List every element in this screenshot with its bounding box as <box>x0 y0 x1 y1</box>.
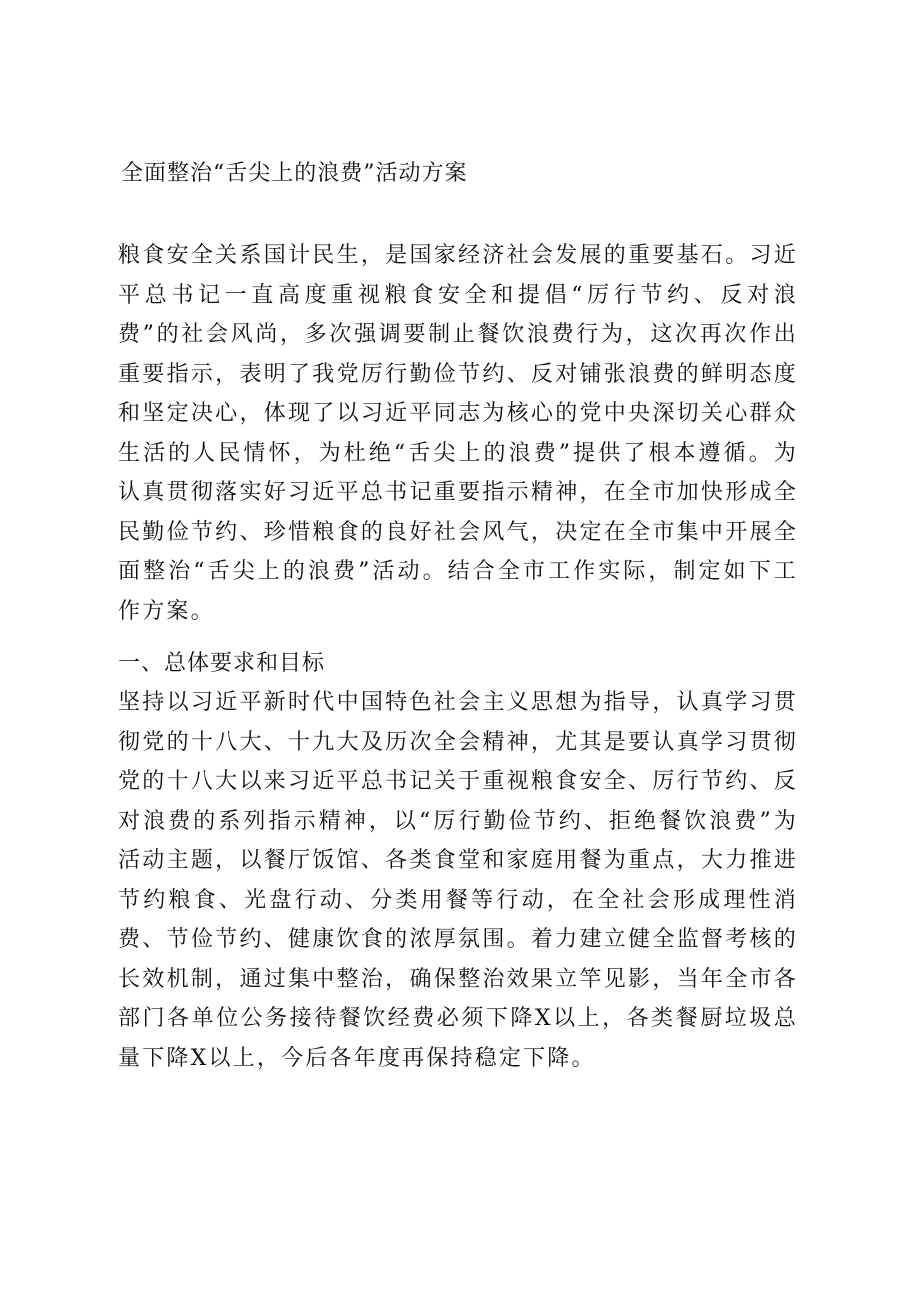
document-title: 全面整治“舌尖上的浪费”活动方案 <box>121 161 468 186</box>
section-heading-overall-requirements: 一、总体要求和目标 <box>118 651 326 676</box>
section-paragraph-overall-requirements: 坚持以习近平新时代中国特色社会主义思想为指导，认真学习贯彻党的十八大、十九大及历次全会精神，尤其是要认真学习贯彻党的十八大以来习近平总书记关于重视粮食安全、厉行节约、反对浪费的系列指示精神，以“厉行勤俭节约、拒绝餐饮浪费”为活动主题，以餐厅饭馆、各类食堂和家庭用餐为重点，大力推进节约粮食、光盘行动、分类用餐等行动，在全社会形成理性消费、节俭节约、健康饮食的浓厚氛围。着力建立健全监督考核的长效机制，通过集中整治，确保整治效果立竿见影，当年全市各部门各单位公务接待餐饮经费必须下降X以上，各类餐厨垃圾总量下降X以上，今后各年度再保持稳定下降。 <box>118 690 798 1071</box>
intro-paragraph: 粮食安全关系国计民生，是国家经济社会发展的重要基石。习近平总书记一直高度重视粮食安全和提倡“厉行节约、反对浪费”的社会风尚，多次强调要制止餐饮浪费行为，这次再次作出重要指示，表明了我党厉行勤俭节约、反对铺张浪费的鲜明态度和坚定决心，体现了以习近平同志为核心的党中央深切关心群众生活的人民情怀，为杜绝“舌尖上的浪费”提供了根本遵循。为认真贯彻落实好习近平总书记重要指示精神，在全市加快形成全民勤俭节约、珍惜粮食的良好社会风气，决定在全市集中开展全面整治“舌尖上的浪费”活动。结合全市工作实际，制定如下工作方案。 <box>118 243 798 624</box>
